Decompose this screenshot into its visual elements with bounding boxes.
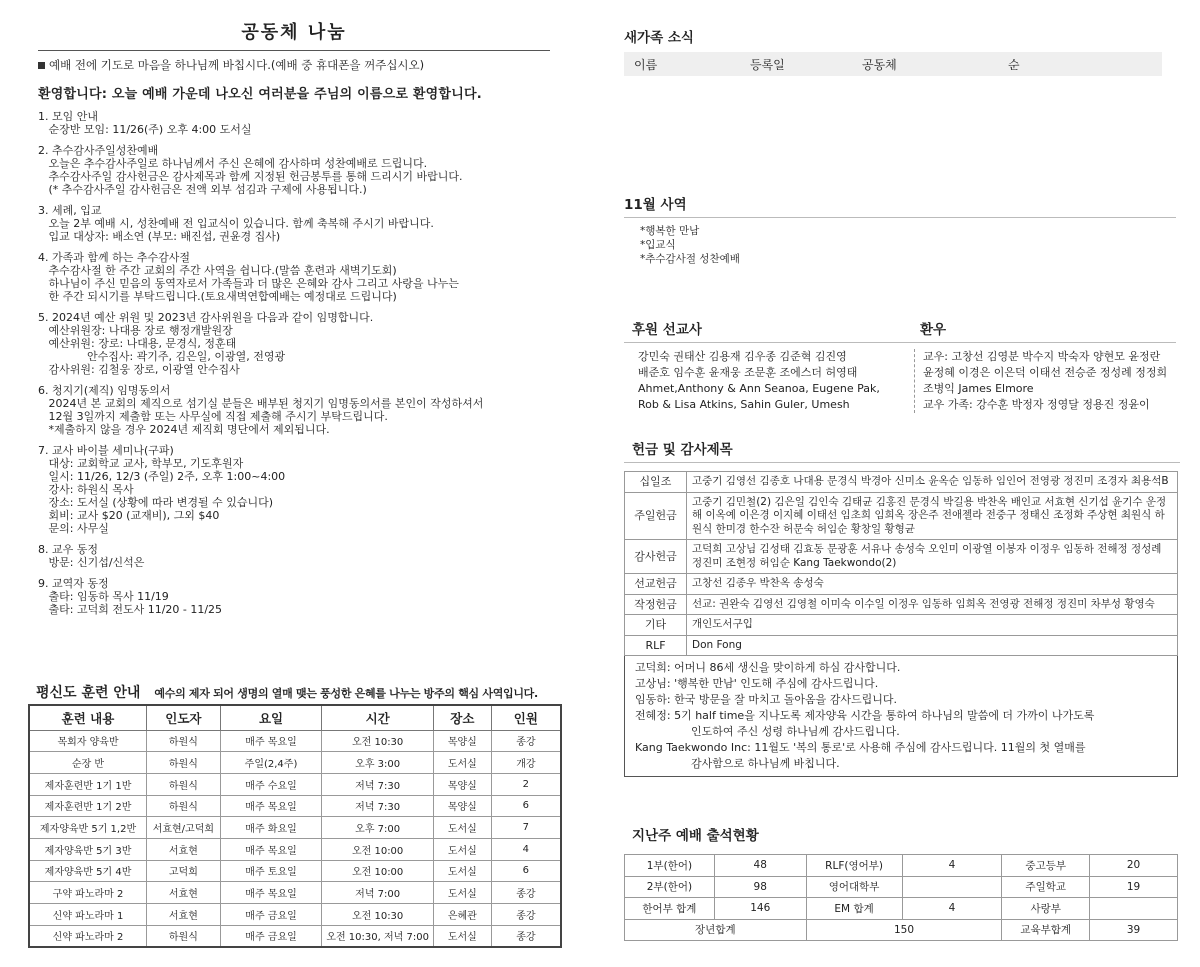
announcement-line: (* 추수감사주일 감사헌금은 전액 외부 섬김과 구제에 사용됩니다.) — [38, 183, 367, 196]
table-cell: 중고등부 — [1002, 855, 1090, 877]
training-table-header — [29, 705, 561, 730]
table-row — [29, 882, 561, 904]
training-table — [28, 704, 562, 948]
sick-line: 조병익 James Elmore — [923, 382, 1034, 395]
table-cell: 사랑부 — [1002, 898, 1090, 920]
table-cell: 오후 7:00 — [322, 817, 434, 839]
announcement-heading: 3. 세례, 입교 — [38, 204, 102, 217]
offering-category: 작정헌금 — [625, 594, 687, 615]
total-label: 장년합계 — [625, 919, 807, 941]
table-cell: 4 — [491, 838, 561, 860]
announcement-line: 강사: 하원식 목사 — [38, 483, 134, 496]
announcement-line: 감사위원: 김철웅 장로, 이광열 안수집사 — [38, 363, 240, 376]
table-cell: 오전 10:30 — [322, 904, 434, 926]
sick-line: 윤정혜 이경은 이은덕 이태선 전승준 정성례 정정희 — [923, 366, 1168, 379]
table-cell: 개강 — [491, 752, 561, 774]
table-cell: 주일학교 — [1002, 876, 1090, 898]
attendance-total-row — [625, 919, 1178, 941]
mission-section — [624, 318, 1176, 413]
missionary-list — [624, 349, 914, 413]
sick-list — [914, 349, 1176, 413]
offering-table — [624, 471, 1178, 656]
table-row — [625, 574, 1178, 595]
offering-table-body — [625, 472, 1178, 656]
thanks-line: 전혜정: 5기 half time을 지나도록 제자양육 시간을 통하여 하나님의 말씀에 더 가까이 나가도록 — [635, 709, 1095, 722]
attendance-table-body — [625, 855, 1178, 941]
table-cell: 6 — [491, 795, 561, 817]
column-header: 시간 — [322, 705, 434, 730]
left-column — [28, 18, 568, 944]
column-header: 장소 — [433, 705, 491, 730]
table-cell: 종강 — [491, 730, 561, 752]
table-cell: EM 합계 — [806, 898, 902, 920]
table-cell: 목회자 양육반 — [29, 730, 147, 752]
announcement-line: 추수감사절 한 주간 교회의 주간 사역을 쉽니다.(말씀 훈련과 새벽기도회) — [38, 264, 397, 277]
table-cell: 4 — [902, 898, 1002, 920]
table-cell: 구약 파노라마 2 — [29, 882, 147, 904]
table-cell: 1부(한어) — [625, 855, 715, 877]
table-cell: 매주 목요일 — [220, 882, 322, 904]
announcement-item — [38, 110, 568, 136]
notice-text: 예배 전에 기도로 마음을 하나님께 바칩시다.(예배 중 휴대폰을 꺼주십시오) — [49, 58, 425, 72]
missionary-line: Ahmet,Anthony & Ann Seanoa, Eugene Pak, — [638, 382, 880, 395]
offering-category: 십일조 — [625, 472, 687, 493]
thanks-line: 감사함으로 하나님께 바칩니다. — [691, 757, 840, 770]
table-cell: 서효현 — [147, 882, 221, 904]
table-cell: 매주 토요일 — [220, 860, 322, 882]
table-cell: 20 — [1090, 855, 1178, 877]
table-cell: 도서실 — [433, 752, 491, 774]
table-row — [29, 817, 561, 839]
offering-category: 감사헌금 — [625, 540, 687, 574]
total-value: 150 — [806, 919, 1002, 941]
attendance-title: 지난주 예배 출석현황 — [632, 828, 759, 844]
table-row — [625, 615, 1178, 636]
training-header — [36, 682, 576, 702]
table-cell: 오전 10:30 — [322, 730, 434, 752]
announcement-line: 장소: 도서실 (상황에 따라 변경될 수 있습니다) — [38, 496, 274, 509]
announcement-line: 예산위원장: 나대용 장로 행정개발원장 — [38, 324, 233, 337]
thanks-line: 고덕희: 어머니 86세 생신을 맞이하게 하심 감사합니다. — [635, 661, 901, 674]
table-cell: 신약 파노라마 2 — [29, 925, 147, 947]
announcement-item — [38, 204, 568, 243]
table-cell — [1090, 898, 1178, 920]
table-cell: 제자양육반 5기 3반 — [29, 838, 147, 860]
mission-body — [624, 349, 1176, 413]
column-header: 요일 — [220, 705, 322, 730]
thanks-line: 인도하여 주신 성령 하나님께 감사드립니다. — [691, 725, 900, 738]
table-row — [29, 904, 561, 926]
right-column — [624, 18, 1180, 937]
table-row — [625, 898, 1178, 920]
table-cell: 4 — [902, 855, 1002, 877]
announcement-line: 2024년 본 교회의 제직으로 섬기실 분들은 배부된 청지기 임명동의서를 본인이 작성하셔서 — [38, 397, 484, 410]
table-cell: 서효현 — [147, 904, 221, 926]
table-cell: 한어부 합계 — [625, 898, 715, 920]
announcement-line: 예산위원: 장로: 나대용, 문경식, 정훈태 — [38, 337, 237, 350]
new-family-col-group: 순 — [1008, 57, 1020, 72]
table-row — [625, 855, 1178, 877]
announcement-line: 추수감사주일 감사헌금은 감사제목과 함께 지정된 헌금봉투를 통해 드리시기 바랍니다. — [38, 170, 463, 183]
table-cell: 6 — [491, 860, 561, 882]
table-cell: 매주 목요일 — [220, 730, 322, 752]
table-cell: 저녁 7:30 — [322, 795, 434, 817]
table-cell: 오전 10:00 — [322, 860, 434, 882]
announcement-line: 하나님이 주신 믿음의 동역자로서 가족들과 더 많은 은혜와 감사 그리고 사랑을 나누는 — [38, 277, 459, 290]
training-description: 예수의 제자 되어 생명의 열매 맺는 풍성한 은혜를 나누는 방주의 핵심 사역입니다. — [154, 687, 538, 700]
new-family-col-date: 등록일 — [750, 57, 785, 72]
table-cell: 종강 — [491, 882, 561, 904]
table-cell: 98 — [714, 876, 806, 898]
table-row — [29, 860, 561, 882]
list-item: *행복한 만남 — [640, 225, 700, 237]
list-item: *추수감사절 성찬예배 — [640, 253, 740, 265]
table-cell: 매주 목요일 — [220, 795, 322, 817]
table-cell: 19 — [1090, 876, 1178, 898]
table-cell: 하원식 — [147, 752, 221, 774]
offering-title: 헌금 및 감사제목 — [624, 438, 1180, 463]
table-row — [29, 730, 561, 752]
table-cell: 도서실 — [433, 860, 491, 882]
table-cell: 종강 — [491, 925, 561, 947]
thanks-line: 고상님: '행복한 만남' 인도해 주심에 감사드립니다. — [635, 677, 879, 690]
missionary-title: 후원 선교사 — [632, 322, 702, 338]
table-cell: 도서실 — [433, 925, 491, 947]
announcement-heading: 4. 가족과 함께 하는 추수감사절 — [38, 251, 190, 264]
table-cell: 도서실 — [433, 838, 491, 860]
table-cell: 은혜관 — [433, 904, 491, 926]
offering-names: 개인도서구입 — [687, 615, 1178, 636]
announcement-line: 입교 대상자: 배소연 (부모: 배진섭, 권윤경 집사) — [38, 230, 281, 243]
missionary-line: 강민숙 권태산 김용재 김우종 김준혁 김진영 — [638, 350, 847, 363]
column-header: 인원 — [491, 705, 561, 730]
table-cell: 2부(한어) — [625, 876, 715, 898]
thanks-line: 임동하: 한국 방문을 잘 마치고 돌아옴을 감사드립니다. — [635, 693, 897, 706]
thanks-box — [624, 656, 1178, 777]
table-cell: 매주 수요일 — [220, 773, 322, 795]
table-cell: 제자양육반 5기 1,2반 — [29, 817, 147, 839]
attendance-table — [624, 854, 1178, 941]
table-cell: 매주 금요일 — [220, 925, 322, 947]
announcement-heading: 2. 추수감사주일성찬예배 — [38, 144, 159, 157]
missionary-line: 배준호 임수훈 윤재웅 조문훈 조에스더 허영태 — [638, 366, 858, 379]
table-cell: 제자훈련반 1기 2반 — [29, 795, 147, 817]
table-cell: 저녁 7:30 — [322, 773, 434, 795]
november-ministry — [624, 193, 1176, 266]
announcement-line: 대상: 교회학교 교사, 학부모, 기도후원자 — [38, 457, 244, 470]
offering-names: Don Fong — [687, 635, 1178, 656]
table-cell: 서효현 — [147, 838, 221, 860]
new-family-col-name: 이름 — [634, 57, 658, 72]
announcement-line: 안수집사: 곽기주, 김은일, 이광열, 전영광 — [38, 350, 286, 363]
table-row — [625, 472, 1178, 493]
offering-names: 고중기 김민철(2) 김은일 김인숙 김태균 김홍진 문경식 박길용 박찬옥 배인교 서효현 신기섭 윤기수 운정해 이옥예 이은경 이지혜 이태선 임초희 임희옥 장은주 전애젤라 전중구 정태신 조정화 주상현 최원식 하원식 한미경 한수잔 허문숙 허임순 황창일 황형균 — [687, 492, 1178, 540]
announcement-item — [38, 444, 568, 535]
table-cell: 제자훈련반 1기 1반 — [29, 773, 147, 795]
edu-total-value: 39 — [1090, 919, 1178, 941]
table-cell — [902, 876, 1002, 898]
announcement-line: 12월 3일까지 제출함 또는 사무실에 직접 제출해 주시기 부탁드립니다. — [38, 410, 388, 423]
page-title: 공동체 나눔 — [38, 18, 550, 51]
announcement-line: 출타: 고덕희 전도사 11/20 - 11/25 — [38, 603, 223, 616]
offering-names: 고덕희 고상님 김성태 김효동 문광훈 서유나 송성숙 오인미 이광열 이봉자 이정우 임동하 전해정 정성례 정진미 조현정 허임순 Kang Taekwondo(2) — [687, 540, 1178, 574]
table-cell: 목양실 — [433, 773, 491, 795]
new-family-title: 새가족 소식 — [624, 30, 694, 46]
bullet-square-icon — [38, 62, 45, 69]
column-header: 인도자 — [147, 705, 221, 730]
announcement-heading: 9. 교역자 동정 — [38, 577, 109, 590]
table-row — [625, 635, 1178, 656]
table-cell: 영어대학부 — [806, 876, 902, 898]
announcement-line: 한 주간 되시기를 부탁드립니다.(토요새벽연합예배는 예정대로 드립니다) — [38, 290, 397, 303]
announcement-heading: 6. 청지기(제직) 임명동의서 — [38, 384, 171, 397]
announcement-heading: 1. 모임 안내 — [38, 110, 98, 123]
edu-total-label: 교육부합계 — [1002, 919, 1090, 941]
table-cell: 고덕희 — [147, 860, 221, 882]
training-table-body — [29, 730, 561, 947]
offering-category: RLF — [625, 635, 687, 656]
table-cell: 2 — [491, 773, 561, 795]
table-cell: 146 — [714, 898, 806, 920]
announcement-line: 문의: 사무실 — [38, 522, 109, 535]
offering-names: 고중기 김영선 김종호 나대용 문경식 박경아 신미소 윤옥순 임동하 임인어 전영광 정진미 조경자 최용석B — [687, 472, 1178, 493]
new-family-header-bar — [624, 52, 1162, 76]
table-cell: 오후 3:00 — [322, 752, 434, 774]
table-cell: 7 — [491, 817, 561, 839]
table-row — [625, 492, 1178, 540]
table-cell: 48 — [714, 855, 806, 877]
table-cell: 하원식 — [147, 925, 221, 947]
offering-names: 선교: 권완숙 김영선 김영철 이미숙 이수일 이정우 임동하 임희옥 전영광 전해정 정진미 차부성 황영숙 — [687, 594, 1178, 615]
offering-names: 고창선 김종우 박찬옥 송성숙 — [687, 574, 1178, 595]
table-row — [29, 795, 561, 817]
table-cell: 하원식 — [147, 730, 221, 752]
sick-line: 교우: 고창선 김영분 박수지 박숙자 양현모 윤정란 — [923, 350, 1161, 363]
table-cell: 저녁 7:00 — [322, 882, 434, 904]
offering-category: 선교헌금 — [625, 574, 687, 595]
table-cell: 서효현/고덕희 — [147, 817, 221, 839]
announcement-line: *제출하지 않을 경우 2024년 제직회 명단에서 제외됩니다. — [38, 423, 330, 436]
november-list — [640, 224, 1176, 266]
attendance-section — [624, 824, 1180, 941]
table-cell: 신약 파노라마 1 — [29, 904, 147, 926]
offering-category: 기타 — [625, 615, 687, 636]
announcement-item — [38, 144, 568, 196]
column-header: 훈련 내용 — [29, 705, 147, 730]
announcement-list — [38, 110, 568, 616]
worship-notice — [38, 57, 568, 73]
announcement-line: 방문: 신기섭/신석은 — [38, 556, 145, 569]
table-cell: 목양실 — [433, 795, 491, 817]
announcement-item — [38, 577, 568, 616]
table-row — [29, 925, 561, 947]
announcement-line: 오늘은 추수감사주일로 하나님께서 주신 은혜에 감사하며 성찬예배로 드립니다. — [38, 157, 428, 170]
table-cell: 오전 10:00 — [322, 838, 434, 860]
table-row — [29, 773, 561, 795]
table-cell: 순장 반 — [29, 752, 147, 774]
table-cell: 하원식 — [147, 773, 221, 795]
thanks-line: Kang Taekwondo Inc: 11월도 '복의 통로'로 사용해 주심에 감사드립니다. 11월의 첫 열매를 — [635, 741, 1086, 754]
table-cell: 매주 화요일 — [220, 817, 322, 839]
table-row — [625, 594, 1178, 615]
table-row — [625, 876, 1178, 898]
new-family-col-community: 공동체 — [862, 57, 897, 72]
list-item: *입교식 — [640, 239, 676, 251]
announcement-line: 오늘 2부 예배 시, 성찬예배 전 입교식이 있습니다. 함께 축복해 주시기 바랍니다. — [38, 217, 434, 230]
announcement-line: 회비: 교사 $20 (교재비), 그외 $40 — [38, 509, 220, 522]
training-title: 평신도 훈련 안내 — [36, 685, 141, 701]
table-cell: 도서실 — [433, 817, 491, 839]
offering-section — [624, 438, 1180, 777]
table-cell: 제자양육반 5기 4반 — [29, 860, 147, 882]
table-cell: 오전 10:30, 저녁 7:00 — [322, 925, 434, 947]
missionary-line: Rob & Lisa Atkins, Sahin Guler, Umesh — [638, 398, 850, 411]
table-row — [29, 838, 561, 860]
sick-line: 교우 가족: 강수훈 박정자 정영달 정용진 정윤이 — [923, 398, 1150, 411]
table-cell: 종강 — [491, 904, 561, 926]
sick-title: 환우 — [920, 322, 947, 338]
november-title: 11월 사역 — [624, 193, 1176, 218]
offering-category: 주일헌금 — [625, 492, 687, 540]
announcement-item — [38, 251, 568, 303]
announcement-heading: 5. 2024년 예산 위원 및 2023년 감사위원을 다음과 같이 임명합니다. — [38, 311, 374, 324]
table-cell: 하원식 — [147, 795, 221, 817]
table-cell: 도서실 — [433, 882, 491, 904]
announcement-line: 출타: 임동하 목사 11/19 — [38, 590, 169, 603]
table-row — [29, 752, 561, 774]
mission-headings — [624, 318, 1176, 343]
table-cell: 매주 목요일 — [220, 838, 322, 860]
table-cell: 매주 금요일 — [220, 904, 322, 926]
table-cell: 목양실 — [433, 730, 491, 752]
table-cell: RLF(영어부) — [806, 855, 902, 877]
announcement-heading: 7. 교사 바이블 세미나(구파) — [38, 444, 174, 457]
table-cell: 주일(2,4주) — [220, 752, 322, 774]
announcement-line: 일시: 11/26, 12/3 (주일) 2주, 오후 1:00~4:00 — [38, 470, 286, 483]
announcement-item — [38, 311, 568, 376]
table-row — [625, 540, 1178, 574]
announcement-heading: 8. 교우 동정 — [38, 543, 98, 556]
announcement-item — [38, 384, 568, 436]
welcome-message: 환영합니다: 오늘 예배 가운데 나오신 여러분을 주님의 이름으로 환영합니다. — [38, 87, 482, 102]
announcement-line: 순장반 모임: 11/26(주) 오후 4:00 도서실 — [38, 123, 252, 136]
announcement-item — [38, 543, 568, 569]
